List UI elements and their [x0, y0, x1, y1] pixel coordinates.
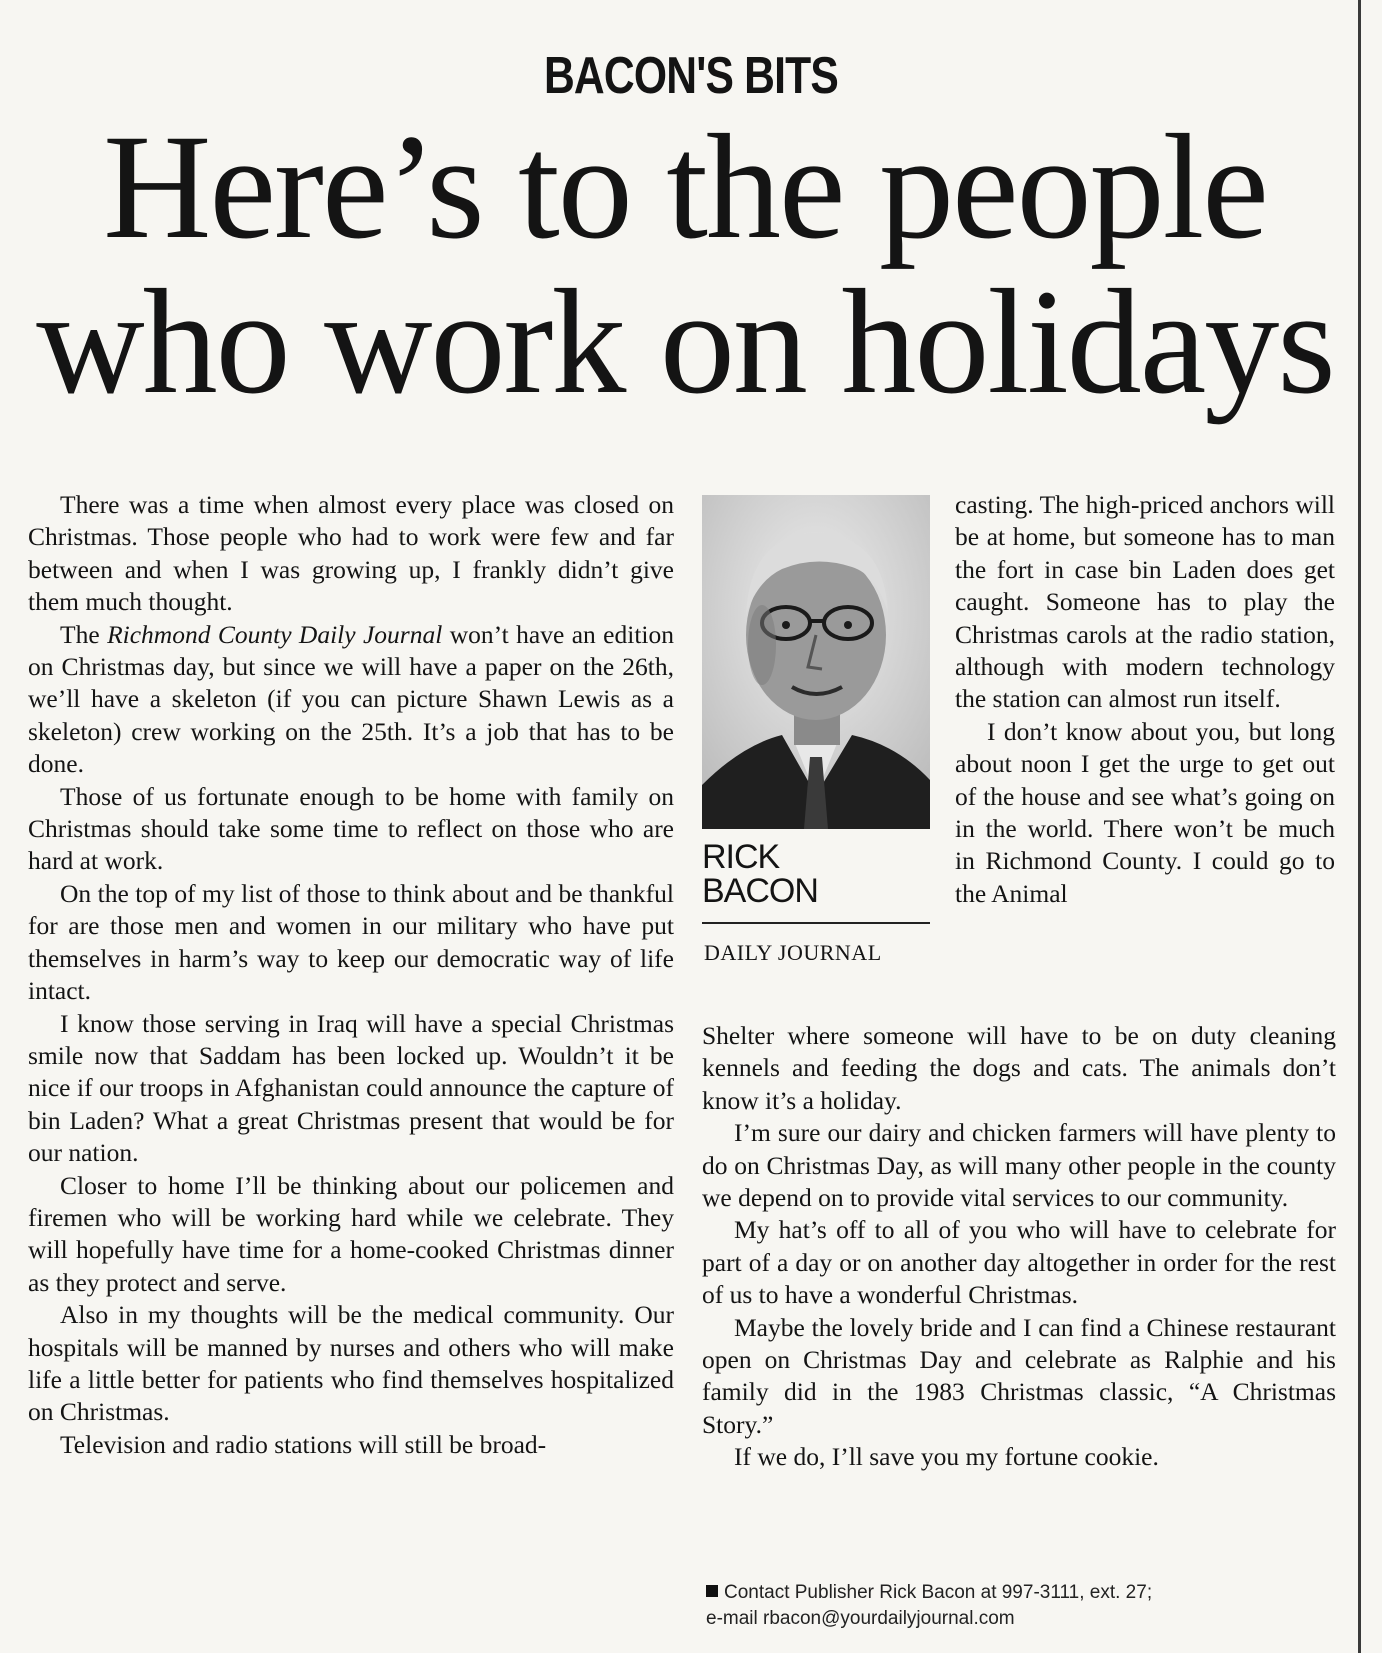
paragraph: casting. The high-priced anchors will be at home, but someone has to man the fort in case bin Laden does get caught. Someone has to play the Christmas carols at the radio station, although with modern technology the station can almost run itself. — [955, 490, 1335, 714]
columnist-last-name: BACON — [702, 872, 818, 910]
article-column-2 — [955, 489, 1335, 910]
bullet-square-icon — [706, 1585, 718, 1597]
paragraph: I don’t know about you, but long about noon I get the urge to get out of the house and see what’s going on in the world. There won’t be much in Richmond County. I could go to the Animal — [955, 716, 1335, 908]
paragraph: On the top of my list of those to think about and be thankful for are those men and women in our military who have put themselves in harm’s way to keep our democratic way of life intact. — [28, 878, 674, 1006]
paragraph: There was a time when almost every place was closed on Christmas. Those people who had to work were few and far between and when I was growing up, I frankly didn’t give them much thought. — [28, 490, 674, 617]
headline-line-1: Here’s to the people — [103, 104, 1267, 270]
columnist-name — [702, 840, 932, 908]
contact-email: e-mail rbacon@yourdailyjournal.com — [706, 1608, 1015, 1629]
paragraph: My hat’s off to all of you who will have to celebrate for part of a day or on another day altogether in order for the rest of us to have a wonderful Christmas. — [702, 1215, 1336, 1310]
paragraph: Those of us fortunate enough to be home with family on Christmas should take some time to reflect on those who are hard at work. — [28, 781, 674, 876]
paragraph: Also in my thoughts will be the medical community. Our hospitals will be manned by nurses and others who will make life a little better for patients who find themselves hospitalized on Christmas. — [28, 1300, 674, 1427]
contact-line: Contact Publisher Rick Bacon at 997-3111, ext. 27; — [706, 1580, 1346, 1606]
paragraph: Closer to home I’ll be thinking about our policemen and firemen who will be working hard while we celebrate. They will hopefully have time for a home-cooked Christmas dinner as they protect and serve. — [28, 1170, 674, 1297]
paragraph: Maybe the lovely bride and I can find a Chinese restaurant open on Christmas Day and celebrate as Ralphie and his family did in the 1983 Christmas classic, “A Christmas Story.” — [702, 1312, 1336, 1439]
headline — [20, 104, 1350, 425]
columnist-first-name: RICK — [702, 838, 780, 876]
contact-info — [706, 1580, 1346, 1632]
article-column-1 — [28, 489, 674, 1461]
publication-label: DAILY JOURNAL — [704, 940, 882, 965]
columnist-portrait-icon — [702, 495, 930, 829]
column-rule — [1358, 0, 1361, 1653]
paragraph: I know those serving in Iraq will have a special Christmas smile now that Saddam has been locked up. Wouldn’t it be nice if our troops in Afghanistan could announce the capture of bin Laden? What a great Christmas present that would be for our nation. — [28, 1008, 674, 1168]
paragraph: Shelter where someone will have to be on duty cleaning kennels and feeding the dogs and cats. The animals don’t know it’s a holiday. — [702, 1021, 1336, 1115]
publication-name: Richmond County Daily Journal — [107, 619, 443, 649]
paragraph: I’m sure our dairy and chicken farmers will have plenty to do on Christmas Day, as will many other people in the county we depend on to provide vital services to our community. — [702, 1118, 1336, 1213]
byline-divider — [702, 922, 930, 924]
column-kicker: BACON'S BITS — [543, 47, 839, 105]
article-column-3 — [702, 1020, 1336, 1474]
paragraph: If we do, I’ll save you my fortune cookie. — [734, 1442, 1159, 1472]
columnist-photo — [702, 495, 930, 829]
paragraph: Television and radio stations will still be broad- — [60, 1429, 547, 1459]
headline-line-2: who work on holidays — [36, 259, 1334, 425]
paragraph: The Richmond County Daily Journal won’t have an edition on Christmas day, but since we will have a paper on the 26th, we’ll have a skeleton (if you can picture Shawn Lewis as a skeleton) crew working on the 25th. It’s a job that has to be done. — [28, 619, 674, 779]
